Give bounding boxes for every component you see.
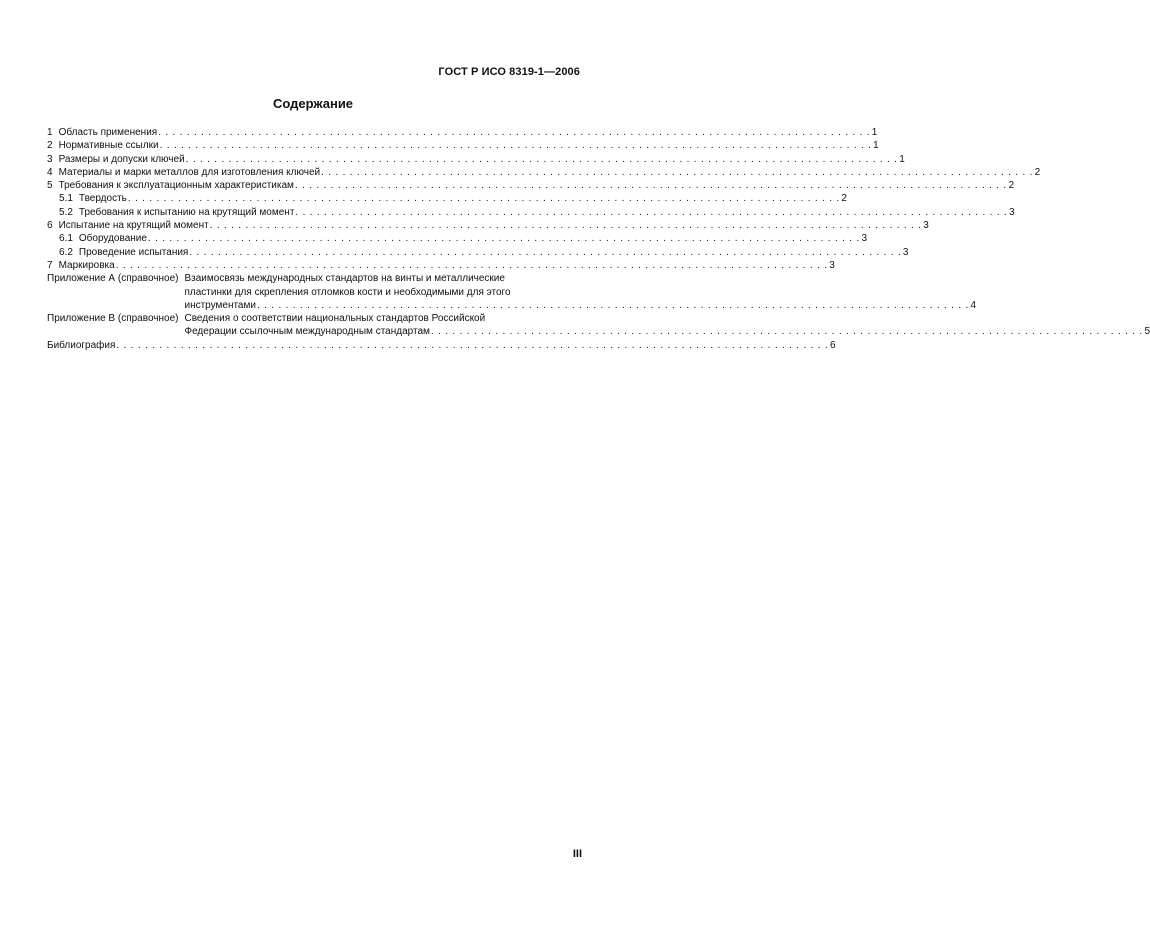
appendix-line (184, 286, 976, 299)
toc-entry-page: 1 (899, 153, 905, 165)
toc-appendix-a[interactable] (47, 272, 977, 312)
toc-entry-number: 6.2 (59, 246, 73, 258)
toc-appendix-b[interactable] (47, 312, 1150, 339)
toc-entry-page: 3 (861, 233, 868, 245)
appendix-heading: Приложение А (справочное) (47, 273, 179, 285)
toc-entry-page: 1 (873, 140, 879, 152)
toc-entry-5-1[interactable] (47, 192, 847, 205)
toc-entry-page: 3 (1008, 206, 1015, 218)
toc-entry-5[interactable] (47, 179, 1015, 192)
toc-entry-page: 2 (1008, 180, 1015, 192)
toc-entry-title: Библиография (47, 339, 116, 351)
toc-entry-title: Размеры и допуски ключей (58, 153, 185, 165)
appendix-body (184, 312, 1150, 339)
toc-entry-page: 5 (1144, 326, 1150, 338)
leader-dots (158, 126, 870, 139)
appendix-title-line: Федерации ссылочным международным стандартам (184, 326, 430, 338)
toc-entry-page: 3 (902, 246, 909, 258)
appendix-title-line: Сведения о соответствии национальных стандартов Российской (184, 313, 486, 325)
toc-entry-6-1[interactable] (47, 232, 868, 245)
appendix-line (184, 325, 1150, 338)
toc-entry-title: Проведение испытания (78, 246, 189, 258)
toc-entry-7[interactable] (47, 259, 835, 272)
leader-dots (295, 206, 1007, 219)
leader-dots (431, 325, 1143, 338)
toc-entry-number: 5 (47, 180, 53, 192)
toc-entry-page: 4 (970, 299, 977, 311)
toc-entry-title: Испытание на крутящий момент (58, 220, 209, 232)
toc-entry-4[interactable] (47, 166, 1041, 179)
toc-entry-page: 6 (829, 339, 836, 351)
leader-dots (148, 232, 860, 245)
toc-entry-6-2[interactable] (47, 246, 909, 259)
toc-entry-page: 1 (871, 127, 878, 138)
leader-dots (186, 153, 898, 166)
toc-entry-page: 3 (923, 220, 929, 232)
leader-dots (321, 166, 1033, 179)
table-of-contents (47, 126, 1150, 352)
leader-dots (295, 179, 1007, 192)
toc-entry-number: 4 (47, 166, 53, 178)
toc-entry-bibliography[interactable] (47, 339, 836, 352)
appendix-heading: Приложение В (справочное) (47, 313, 179, 325)
toc-entry-3[interactable] (47, 153, 905, 166)
toc-entry-title: Материалы и марки металлов для изготовления ключей (58, 166, 321, 178)
appendix-line (184, 272, 976, 285)
appendix-body (184, 272, 976, 312)
toc-entry-title: Требования к эксплуатационным характеристикам (58, 180, 294, 192)
appendix-title-line: пластинки для скрепления отломков кости и необходимыми для этого (184, 286, 511, 298)
appendix-title-line: инструментами (184, 299, 256, 311)
toc-entry-number: 3 (47, 153, 53, 165)
toc-entry-title: Маркировка (58, 259, 115, 271)
toc-entry-title: Оборудование (78, 233, 147, 245)
toc-entry-number: 5.2 (59, 206, 73, 218)
toc-entry-page: 2 (1034, 166, 1041, 178)
appendix-title-line: Взаимосвязь международных стандартов на винты и металлические (184, 273, 505, 285)
leader-dots (128, 192, 840, 205)
toc-entry-6[interactable] (47, 219, 929, 232)
toc-entry-number: 6.1 (59, 233, 73, 245)
toc-entry-page: 2 (841, 193, 847, 205)
toc-entry-number: 6 (47, 220, 53, 232)
leader-dots (189, 246, 901, 259)
appendix-line (184, 312, 1150, 325)
toc-entry-1[interactable] (47, 126, 878, 139)
page-number: III (572, 848, 582, 860)
document-code: ГОСТ Р ИСО 8319-1—2006 (438, 66, 580, 78)
appendix-line (184, 299, 976, 312)
toc-entry-5-2[interactable] (47, 206, 1015, 219)
toc-entry-2[interactable] (47, 139, 879, 152)
toc-title: Содержание (272, 96, 354, 111)
toc-entry-number: 5.1 (59, 193, 73, 205)
leader-dots (210, 219, 922, 232)
toc-entry-title: Требования к испытанию на крутящий момент (78, 206, 295, 218)
toc-entry-title: Область применения (58, 127, 158, 138)
leader-dots (160, 139, 872, 152)
toc-entry-title: Твердость (78, 193, 127, 205)
toc-entry-title: Нормативные ссылки (58, 140, 159, 152)
leader-dots (116, 259, 828, 272)
toc-entry-number: 2 (47, 140, 53, 152)
leader-dots (257, 299, 969, 312)
toc-entry-page: 3 (829, 259, 835, 271)
toc-entry-number: 1 (47, 127, 53, 138)
toc-entry-number: 7 (47, 259, 53, 271)
leader-dots (116, 339, 828, 352)
